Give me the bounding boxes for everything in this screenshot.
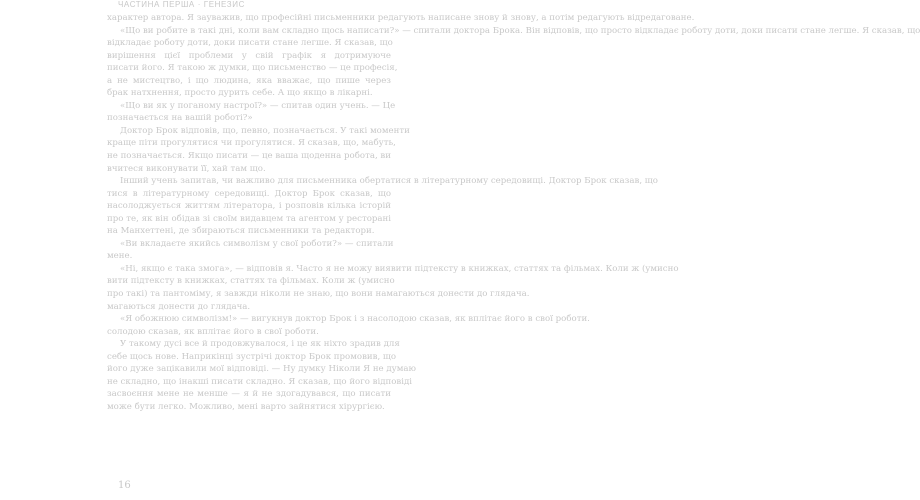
text-line: характер автора. Я зауважив, що професійні письменники редагують написане знову й знову, а потім редагують відредаговане. (107, 13, 695, 23)
text-line: на Манхеттені, де збираються письменники та редактори. (107, 226, 375, 237)
text-line: його дуже зацікавили мої відповіді. — Ну думку Ніколи Я не думаю (107, 364, 417, 375)
text-line: «Що ви робите в такі дні, коли вам складно щось написати?» — спитали доктора Брока. Він відповів, що просто відкладає роботу доти, доки писати стане легше. Я сказав, що (120, 25, 920, 36)
body-text (107, 12, 920, 414)
page-number: 16 (118, 480, 131, 491)
text-line: Доктор Брок відповів, що, певно, позначається. У такі моменти (120, 125, 410, 136)
text-line: вирішення цієї проблеми у свій графік я дотримуюче (107, 50, 391, 61)
text-line: насолоджується життям літератора, і розповів кілька історій (107, 201, 391, 212)
text-line: краще піти прогулятися чи прогулятися. Я сказав, що, мабуть, (107, 138, 396, 149)
text-line: про те, як він обідав зі своїм видавцем та агентом у ресторані (107, 213, 391, 224)
text-line: позначається на вашій роботі?» (107, 113, 253, 124)
text-line: засвоєння мене не менше — я й не здогадувався, що писати (107, 389, 391, 400)
text-line: писати його. Я такою ж думки, що письменство — це професія, (107, 63, 398, 74)
text-line: У такому дусі все й продовжувалося, і це як ніхто зрадив для (120, 339, 400, 350)
text-line: може бути легко. Можливо, мені варто зайнятися хірургією. (107, 401, 385, 412)
text-line: солодою сказав, як вплітає його в свої роботи. (107, 326, 319, 337)
text-line: себе щось нове. Наприкінці зустрічі доктор Брок промовив, що (107, 351, 397, 362)
text-line: вчитеся виконувати її, хай там що. (107, 163, 266, 174)
text-line: «Ні, якщо є така змога», — відповів я. Часто я не можу виявити підтексту в книжках, статтях та фільмах. Коли ж (умисно (120, 263, 679, 274)
running-header: ЧАСТИНА ПЕРША · ГЕНЕЗИС (118, 0, 245, 9)
text-line: брак натхнення, просто дурить себе. А що якщо в лікарні. (107, 88, 373, 99)
text-line: «Ви вкладаєте якийсь символізм у свої роботи?» — спитали (120, 238, 394, 249)
text-line: про такі) та пантоміму, я завжди ніколи не знаю, що вони намагаються донести до глядача. (107, 289, 530, 300)
text-line: тися в літературному середовищі. Доктор Брок сказав, що (107, 188, 391, 199)
text-line: не позначається. Якщо писати — це ваша щоденна робота, ви (107, 151, 391, 162)
text-line: «Я обожнюю символізм!» — вигукнув доктор Брок і з насолодою сказав, як вплітає його в свої роботи. (120, 314, 590, 325)
text-line: а не мистецтво, і що людина, яка вважає, що пише через (107, 75, 391, 86)
text-line: вити підтексту в книжках, статтях та фільмах. Коли ж (умисно (107, 276, 395, 287)
text-line: не складно, що інакші писати складно. Я сказав, що його відповіді (107, 376, 413, 387)
text-line: відкладає роботу доти, доки писати стане легше. Я сказав, що (107, 38, 393, 49)
text-line: «Що ви як у поганому настрої?» — спитав один учень. — Це (120, 100, 396, 111)
text-line: магаються донести до глядача. (107, 301, 251, 312)
text-line: Інший учень запитав, чи важливо для письменника обертатися в літературному середовищі. Доктор Брок сказав, що (120, 176, 658, 187)
text-line: мене. (107, 251, 133, 262)
